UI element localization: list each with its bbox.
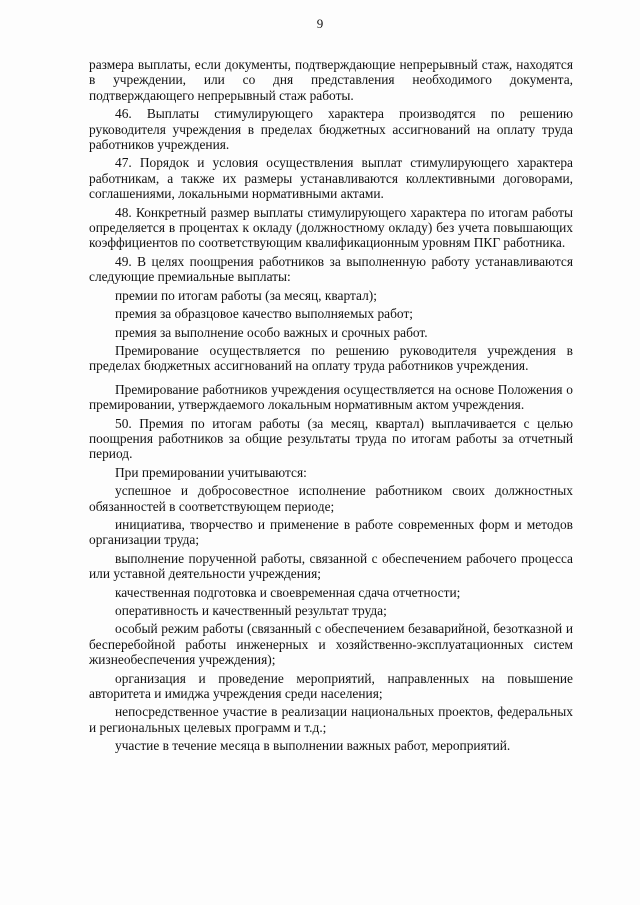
paragraph: 50. Премия по итогам работы (за месяц, квартал) выплачивается с целью поощрения работников за общие результаты труда по итогам работы за отчетный период. xyxy=(89,415,573,462)
paragraph: 49. В целях поощрения работников за выполненную работу устанавливаются следующие премиальные выплаты: xyxy=(89,253,573,285)
paragraph: оперативность и качественный результат труда; xyxy=(115,603,387,618)
page-number: 9 xyxy=(316,16,324,31)
paragraph: 48. Конкретный размер выплаты стимулирующего характера по итогам работы определяется в процентах к окладу (должностному окладу) без учета повышающих коэффициентов по соответствующим квалификационным уровням ПКГ работника. xyxy=(89,204,573,251)
paragraph: организация и проведение мероприятий, направленных на повышение авторитета и имиджа учреждения среди населения; xyxy=(89,670,573,702)
paragraph: 46. Выплаты стимулирующего характера производятся по решению руководителя учреждения в пределах бюджетных ассигнований на оплату труда работников учреждения. xyxy=(89,106,573,153)
paragraph: непосредственное участие в реализации национальных проектов, федеральных и региональных целевых программ и т.д.; xyxy=(89,704,573,735)
document-body xyxy=(89,57,573,757)
paragraph: премии по итогам работы (за месяц, квартал); xyxy=(115,287,377,303)
paragraph: инициатива, творчество и применение в работе современных форм и методов организации труда; xyxy=(89,516,573,548)
paragraph: выполнение порученной работы, связанной с обеспечением рабочего процесса или уставной деятельности учреждения; xyxy=(89,550,573,582)
paragraph: премия за выполнение особо важных и срочных работ. xyxy=(115,324,428,340)
paragraph: премия за образцовое качество выполняемых работ; xyxy=(115,306,414,322)
paragraph: При премировании учитываются: xyxy=(115,464,307,480)
paragraph: успешное и добросовестное исполнение работником своих должностных обязанностей в соответствующем периоде; xyxy=(89,483,573,514)
paragraph: особый режим работы (связанный с обеспечением безаварийной, безотказной и бесперебойной работы инженерных и хозяйственно-эксплуатационных систем жизнеобеспечения учреждения); xyxy=(89,621,573,668)
paragraph: участие в течение месяца в выполнении важных работ, мероприятий. xyxy=(115,738,511,754)
paragraph: размера выплаты, если документы, подтверждающие непрерывный стаж, находятся в учреждении, или со дня представления необходимого документа, подтверждающего непрерывный стаж работы. xyxy=(89,57,573,103)
paragraph: Премирование работников учреждения осуществляется на основе Положения о премировании, утверждаемого локальным нормативным актом учреждения. xyxy=(89,381,573,413)
paragraph: 47. Порядок и условия осуществления выплат стимулирующего характера работникам, а также их размеры устанавливаются коллективными договорами, соглашениями, локальными нормативными актами. xyxy=(89,155,573,202)
paragraph: Премирование осуществляется по решению руководителя учреждения в пределах бюджетных ассигнований на оплату труда работников учреждения. xyxy=(89,342,573,374)
paragraph: качественная подготовка и своевременная сдача отчетности; xyxy=(115,584,461,600)
